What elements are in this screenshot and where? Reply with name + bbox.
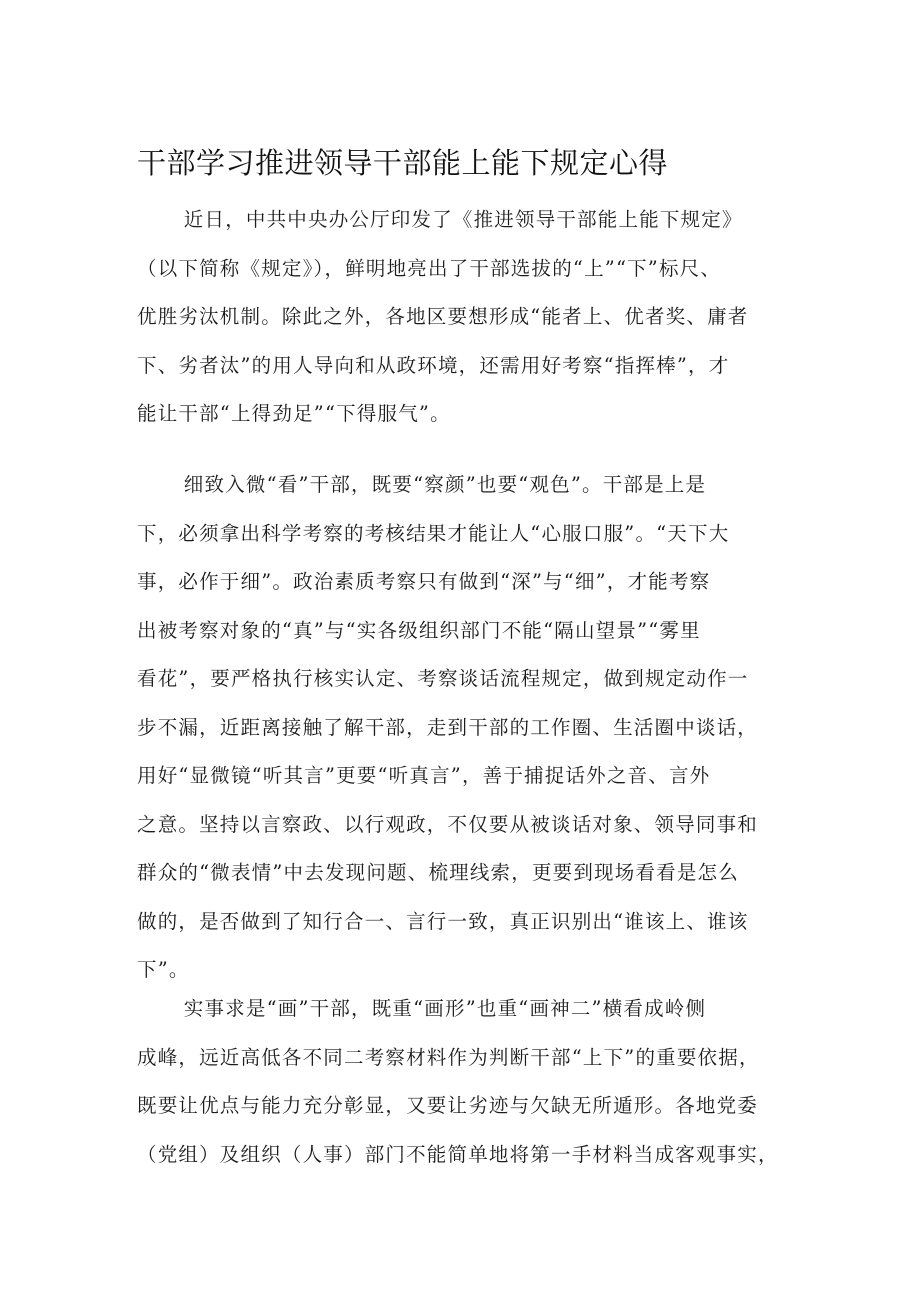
paragraph-line: 做的，是否做到了知行合一、言行一致，真正识别出“谁该上、谁该: [137, 909, 749, 933]
paragraph-line: 群众的“微表情”中去发现问题、梳理线索，更要到现场看看是怎么: [137, 861, 739, 884]
paragraph-line: 步不漏，近距离接触了解干部，走到干部的工作圈、生活圈中谈话，: [137, 715, 759, 739]
paragraph-line: 下”。: [137, 958, 190, 981]
paragraph-line: 之意。坚持以言察政、以行观政，不仅要从被谈话对象、领导同事和: [137, 812, 759, 836]
paragraph-line: 能让干部“上得劲足”“下得服气”。: [137, 402, 451, 425]
paragraph-line: 既要让优点与能力充分彰显，又要让劣迹与欠缺无所遁形。各地党委: [137, 1094, 759, 1117]
paragraph-line: 出被考察对象的“真”与“实各级组织部门不能“隔山望景”“雾里: [137, 618, 701, 642]
paragraph-line: 用好“显微镜“听其言”更要“听真言”，善于捕捉话外之音、言外: [137, 764, 711, 787]
paragraph-line: 下，必须拿出科学考察的考核结果才能让人“心服口服”。“天下大: [137, 521, 730, 545]
paragraph-line: 优胜劣汰机制。除此之外，各地区要想形成“能者上、优者奖、庸者: [137, 305, 749, 328]
document-title: 干部学习推进领导干部能上能下规定心得: [137, 146, 669, 180]
paragraph-2: [137, 461, 797, 995]
paragraph-line: （以下简称《规定》），鲜明地亮出了干部选拔的“上”“下”标尺、: [137, 256, 722, 280]
paragraph-line: 细致入微“看”干部，既要“察颜”也要“观色”。干部是上是: [183, 473, 707, 496]
paragraph-line: 成峰，远近高低各不同二考察材料作为判断干部“上下”的重要依据，: [137, 1045, 760, 1069]
paragraph-line: （党组）及组织（人事）部门不能简单地将第一手材料当成客观事实，: [137, 1142, 779, 1166]
paragraph-line: 近日，中共中央办公厅印发了《推进领导干部能上能下规定》: [183, 208, 743, 231]
paragraph-1: [137, 196, 797, 439]
paragraph-line: 看花”，要严格执行核实认定、考察谈话流程规定，做到规定动作一: [137, 667, 749, 690]
paragraph-line: 事，必作于细”。政治素质考察只有做到“深”与“细”，才能考察: [137, 570, 711, 593]
paragraph-line: 实事求是“画”干部，既重“画形”也重“画神二”横看成岭侧: [183, 997, 707, 1020]
paragraph-3: [137, 985, 797, 1179]
paragraph-line: 下、劣者汰”的用人导向和从政环境，还需用好考察“指挥棒”，才: [137, 353, 730, 377]
